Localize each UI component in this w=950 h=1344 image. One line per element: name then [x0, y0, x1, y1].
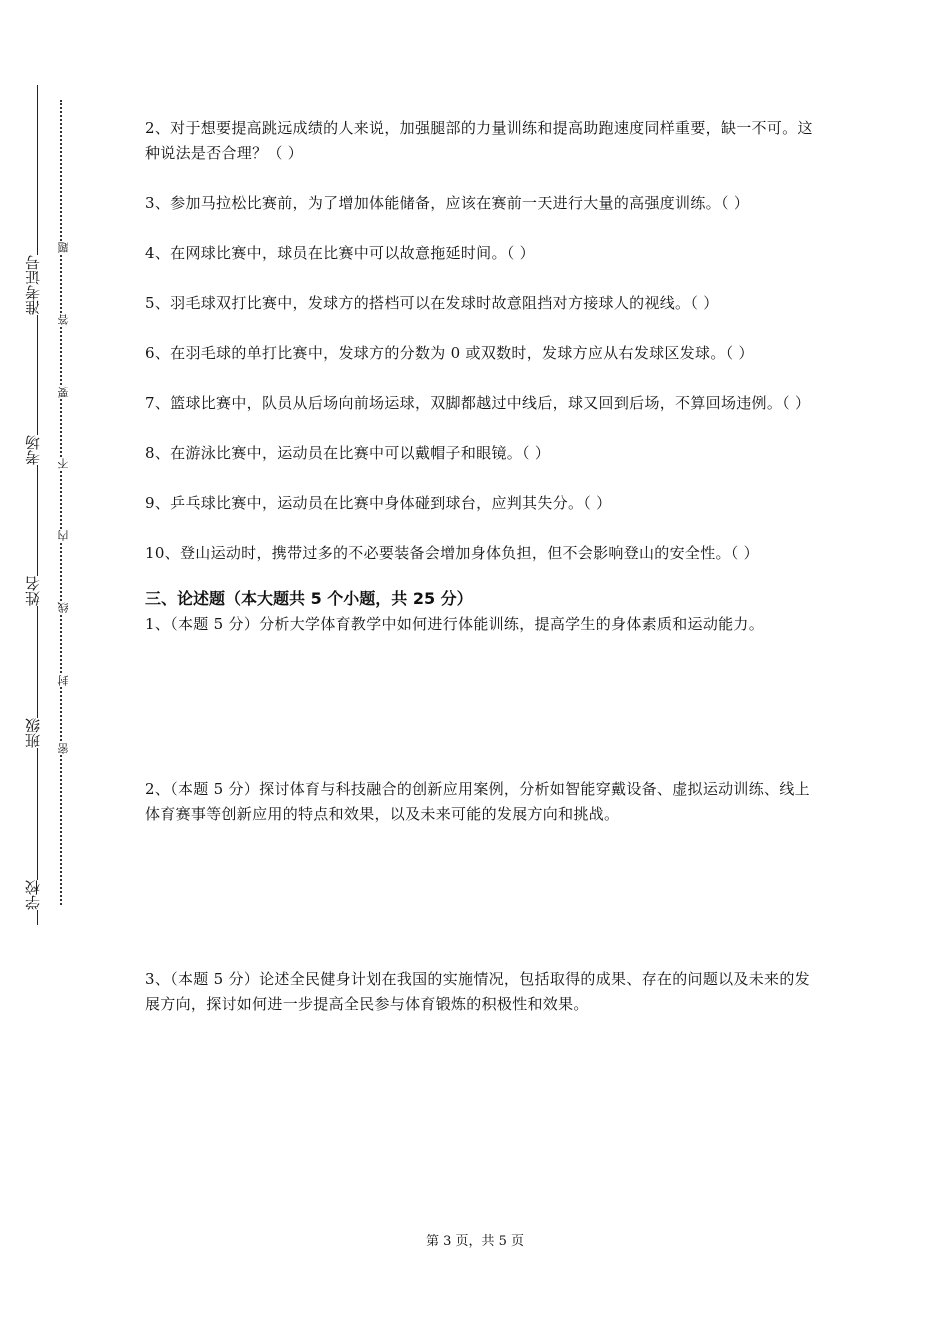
question-item: 3、参加马拉松比赛前，为了增加体能储备，应该在赛前一天进行大量的高强度训练。（ ） [145, 194, 750, 212]
question-item: 6、在羽毛球的单打比赛中，发球方的分数为 0 或双数时，发球方应从右发球区发球。（ ） [145, 344, 754, 362]
question-item: 8、在游泳比赛中，运动员在比赛中可以戴帽子和眼镜。（ ） [145, 444, 551, 462]
seal-char: 答 [57, 314, 70, 325]
exam-content [145, 116, 817, 1017]
question-item: 5、羽毛球双打比赛中，发球方的搭档可以在发球时故意阻挡对方接球人的视线。（ ） [145, 294, 719, 312]
seal-char: 不 [57, 458, 70, 469]
question-item: 9、乒乓球比赛中，运动员在比赛中身体碰到球台，应判其失分。（ ） [145, 494, 612, 512]
seal-char: 线 [57, 602, 70, 613]
seal-char: 封 [57, 675, 70, 686]
essay-question: 2、（本题 5 分）探讨体育与科技融合的创新应用案例，分析如智能穿戴设备、虚拟运动训练、线上体育赛事等创新应用的特点和效果，以及未来可能的发展方向和挑战。 [145, 780, 810, 823]
question-item: 7、篮球比赛中，队员从后场向前场运球，双脚都越过中线后，球又回到后场，不算回场违例。（ ） [145, 394, 811, 412]
label-exam-number: 准考证号 [24, 255, 42, 315]
essay-question: 1、（本题 5 分）分析大学体育教学中如何进行体能训练，提高学生的身体素质和运动能力。 [145, 615, 765, 633]
section-title: 三、论述题（本大题共 5 个小题，共 25 分） [145, 589, 473, 608]
seal-char: 题 [57, 242, 70, 253]
label-name: 姓名 [24, 576, 42, 606]
label-exam-room: 考场 [24, 435, 42, 465]
seal-char: 内 [57, 530, 70, 541]
seal-char: 要 [57, 387, 70, 398]
question-item: 10、登山运动时，携带过多的不必要装备会增加身体负担，但不会影响登山的安全性。（ ） [145, 544, 759, 562]
binding-line [37, 85, 38, 925]
seal-char: 密 [57, 743, 70, 754]
question-item: 2、对于想要提高跳远成绩的人来说，加强腿部的力量训练和提高助跑速度同样重要，缺一不可。这种说法是否合理？（ ） [145, 119, 813, 162]
question-item: 4、在网球比赛中，球员在比赛中可以故意拖延时间。（ ） [145, 244, 535, 262]
essay-question: 3、（本题 5 分）论述全民健身计划在我国的实施情况，包括取得的成果、存在的问题以及未来的发展方向，探讨如何进一步提高全民参与体育锻炼的积极性和效果。 [145, 970, 810, 1013]
label-school: 学校 [24, 880, 42, 910]
label-class: 班级 [24, 718, 42, 748]
page-number: 第 3 页，共 5 页 [425, 1234, 525, 1249]
seal-dotted-line [57, 100, 76, 905]
